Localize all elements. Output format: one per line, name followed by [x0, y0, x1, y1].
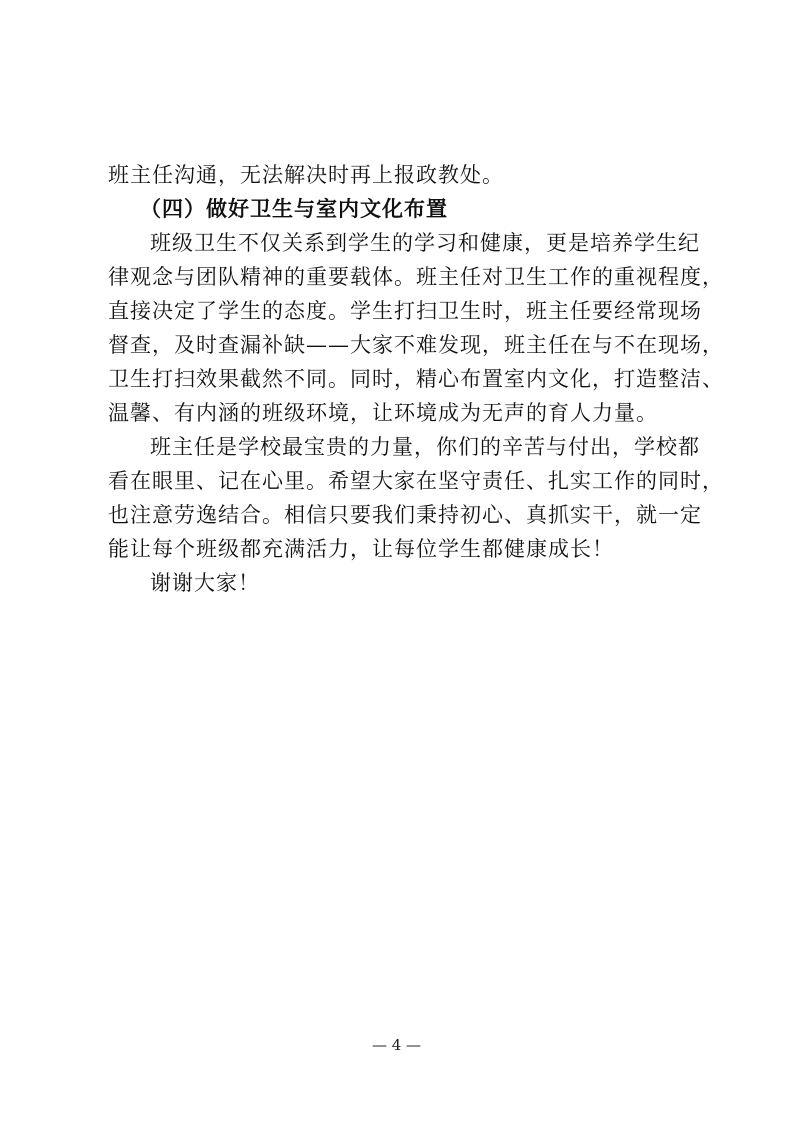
paragraph-line: 督查，及时查漏补缺——大家不难发现，班主任在与不在现场，	[108, 333, 724, 357]
paragraph-line: 直接决定了学生的态度。学生打扫卫生时，班主任要经常现场	[108, 299, 702, 323]
paragraph-line: 也注意劳逸结合。相信只要我们秉持初心、真抓实干，就一定	[108, 503, 702, 527]
paragraph-line: 卫生打扫效果截然不同。同时，精心布置室内文化，打造整洁、	[108, 367, 724, 391]
paragraph-line: 看在眼里、记在心里。希望大家在坚守责任、扎实工作的同时，	[108, 469, 724, 493]
paragraph-line: 律观念与团队精神的重要载体。班主任对卫生工作的重视程度，	[108, 265, 724, 289]
paragraph-line: 能让每个班级都充满活力，让每位学生都健康成长！	[108, 537, 614, 561]
closing-line: 谢谢大家！	[150, 571, 260, 595]
paragraph-line: 班主任沟通，无法解决时再上报政教处。	[108, 163, 504, 187]
paragraph-line: 班级卫生不仅关系到学生的学习和健康，更是培养学生纪	[150, 231, 700, 255]
paragraph-line: 班主任是学校最宝贵的力量，你们的辛苦与付出，学校都	[150, 435, 700, 459]
paragraph-line: 温馨、有内涵的班级环境，让环境成为无声的育人力量。	[108, 401, 658, 425]
page-number: — 4 —	[371, 1036, 422, 1054]
document-body	[108, 158, 724, 600]
section-heading: （四）做好卫生与室内文化布置	[140, 197, 448, 221]
